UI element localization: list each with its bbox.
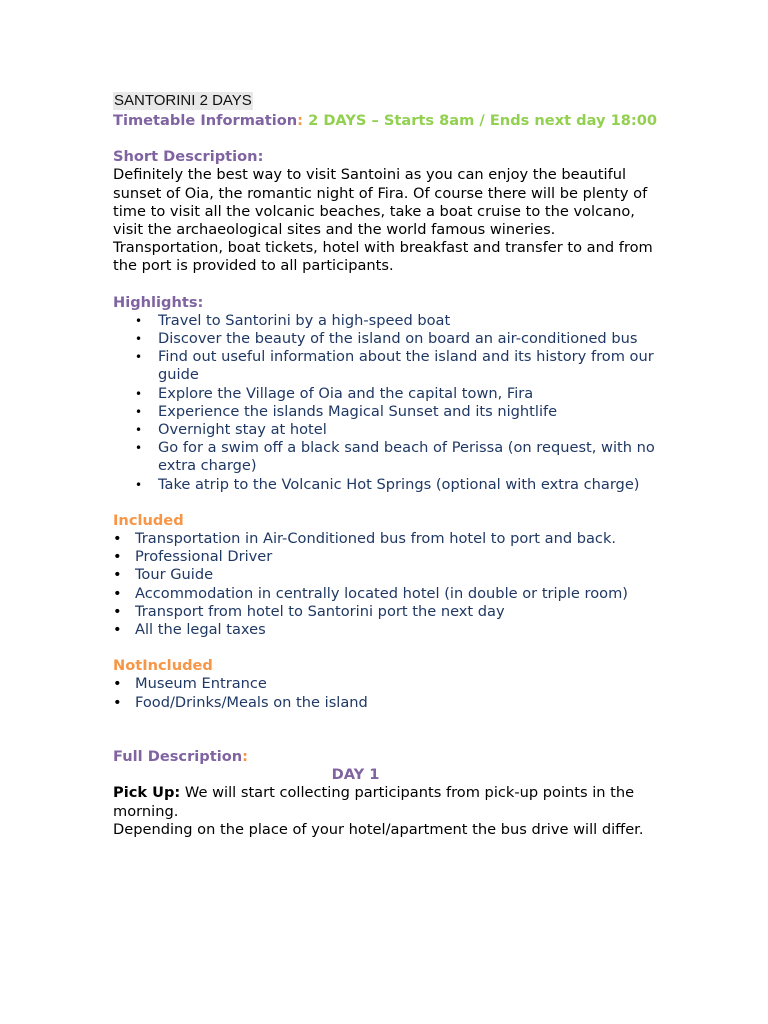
not-included-item: • Museum Entrance <box>113 675 658 693</box>
highlights-heading: Highlights: <box>113 293 204 311</box>
not-included-item: • Food/Drinks/Meals on the island <box>113 694 658 712</box>
included-item: • Accommodation in centrally located hotel (in double or triple room) <box>113 585 658 603</box>
short-description-text: Definitely the best way to visit Santoini as you can enjoy the beautiful sunset of Oia, the romantic night of Fira. Of course there will be plenty of time to visit all the volcanic beaches, take a boat cruise to the volcano, visit the archaeological sites and the world famous wineries. Transportation, boat tickets, hotel with breakfast and transfer to and from the port is provided to all participants. <box>113 166 653 275</box>
included-item: • Transport from hotel to Santorini port the next day <box>113 603 658 621</box>
document-page <box>113 92 658 839</box>
not-included-heading: NotIncluded <box>113 657 213 675</box>
day-heading: DAY 1 <box>331 766 380 784</box>
pickup-note: Depending on the place of your hotel/apartment the bus drive will differ. <box>113 820 644 838</box>
short-description-section <box>113 148 658 275</box>
full-description-colon: : <box>242 747 248 765</box>
timetable-colon: : <box>297 112 303 129</box>
timetable-label: Timetable Information <box>113 112 298 129</box>
highlight-item: • Travel to Santorini by a high-speed boat <box>113 312 658 330</box>
included-item: • All the legal taxes <box>113 621 658 639</box>
highlight-item: • Find out useful information about the island and its history from our guide <box>113 348 658 384</box>
highlights-section <box>113 294 658 494</box>
included-item: • Professional Driver <box>113 548 658 566</box>
full-description-heading: Full Description <box>113 747 243 765</box>
included-section <box>113 512 658 639</box>
highlight-item: • Explore the Village of Oia and the capital town, Fira <box>113 385 658 403</box>
included-heading: Included <box>113 511 184 529</box>
timetable-value: 2 DAYS – Starts 8am / Ends next day 18:00 <box>303 112 658 129</box>
highlights-list <box>113 312 658 494</box>
highlight-item: • Go for a swim off a black sand beach of Perissa (on request, with no extra charge) <box>113 439 658 475</box>
full-description-section <box>113 748 658 839</box>
document-title: SANTORINI 2 DAYS <box>114 92 252 109</box>
highlight-item: • Take atrip to the Volcanic Hot Springs (optional with extra charge) <box>113 476 658 494</box>
not-included-section <box>113 657 658 712</box>
highlight-item: • Discover the beauty of the island on board an air-conditioned bus <box>113 330 658 348</box>
included-item: • Tour Guide <box>113 566 658 584</box>
timetable-line <box>113 112 658 130</box>
short-description-heading: Short Description: <box>113 148 264 166</box>
included-list <box>113 530 658 639</box>
full-description-heading-line <box>113 748 658 766</box>
highlight-item: • Experience the islands Magical Sunset and its nightlife <box>113 403 658 421</box>
pickup-label: Pick Up: <box>113 784 181 802</box>
included-item: • Transportation in Air-Conditioned bus from hotel to port and back. <box>113 530 658 548</box>
highlight-item: • Overnight stay at hotel <box>113 421 658 439</box>
pickup-paragraph <box>113 784 658 820</box>
pickup-text: We will start collecting participants from pick-up points in the morning. <box>113 784 635 820</box>
not-included-list <box>113 675 658 711</box>
